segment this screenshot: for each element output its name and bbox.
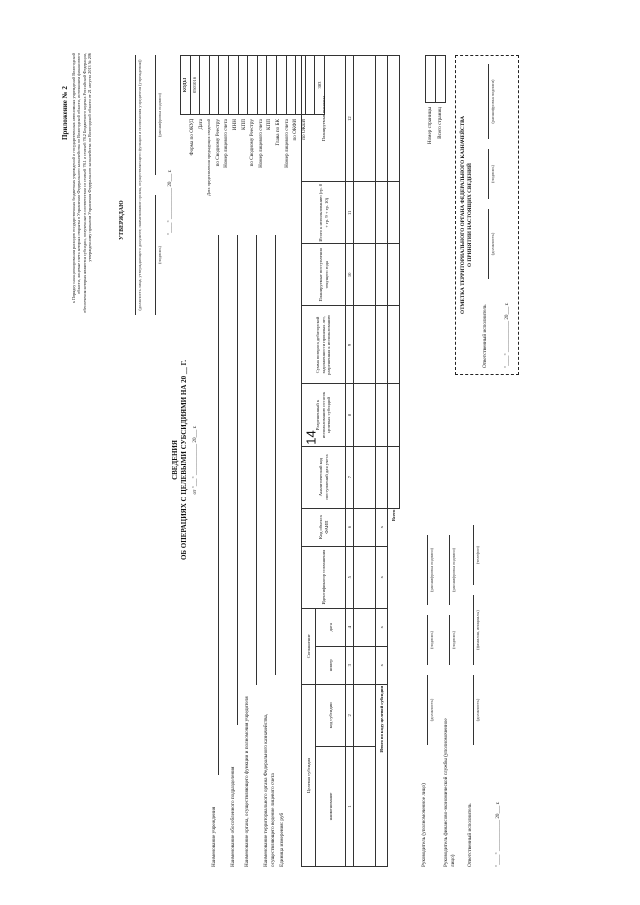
col-num: 4 bbox=[346, 608, 354, 646]
sig-line bbox=[473, 595, 474, 665]
col-num: 3 bbox=[346, 646, 354, 684]
sig-line bbox=[449, 615, 450, 665]
hdr-planned-pay: Планируемые выплаты bbox=[302, 56, 346, 182]
col-num: 6 bbox=[346, 508, 354, 546]
grand-total-row bbox=[388, 56, 400, 867]
x-mark: x bbox=[376, 546, 388, 608]
approve-date: "____" ____________ 20___ г. bbox=[167, 169, 173, 235]
sig-head-role: Руководитель (уполномоченное лицо) bbox=[421, 783, 427, 867]
label-date: Дата bbox=[197, 119, 204, 130]
field-institution: Наименование учреждения bbox=[211, 806, 217, 867]
main-table bbox=[301, 55, 400, 867]
label-account-2: Номер лицевого счета bbox=[257, 119, 264, 168]
sig-line bbox=[427, 535, 428, 605]
doc-title-2: ОБ ОПЕРАЦИЯХ С ЦЕЛЕВЫМИ СУБСИДИЯМИ НА 20 __ Г. bbox=[180, 359, 188, 561]
field-founder: Наименование органа, осуществляющего функции и полномочия учредителя bbox=[244, 696, 250, 867]
code-okei: 383 bbox=[315, 56, 325, 115]
treasury-caption: (расшифровка подписи) bbox=[490, 79, 495, 124]
col-num: 12 bbox=[346, 56, 354, 182]
x-mark: x bbox=[376, 608, 388, 646]
code-okud: 0501016 bbox=[190, 56, 200, 115]
field-branch: Наименование обособленного подразделения bbox=[230, 766, 236, 867]
sig-caption: (фамилия, инициалы) bbox=[475, 610, 480, 650]
col-numbers-row bbox=[346, 56, 354, 867]
hdr-date: дата bbox=[316, 608, 346, 646]
appendix-title: Приложение № 2 bbox=[61, 86, 69, 140]
hdr-total-use: Итого к использованию (гр. 8 + гр. 9 + гр. 10) bbox=[302, 182, 346, 244]
label-kpp-2: КПП bbox=[266, 119, 273, 130]
treasury-line bbox=[488, 209, 489, 279]
table-row bbox=[354, 56, 376, 867]
label-reestr-2: по Сводному Реестру bbox=[249, 119, 256, 167]
sig-caption: (подпись) bbox=[451, 631, 456, 649]
sig-caption: (расшифровка подписи) bbox=[451, 548, 456, 592]
approve-position-caption: (должность лица, утверждающего документ; наименование органа, осуществляющего функции и полномочия учредителя (учреждения)) bbox=[137, 59, 142, 311]
col-num: 11 bbox=[346, 182, 354, 244]
treasury-title-1: ОТМЕТКА ТЕРРИТОРИАЛЬНОГО ОРГАНА ФЕДЕРАЛЬНОГО КАЗНАЧЕЙСТВА bbox=[460, 116, 466, 314]
x-mark: x bbox=[376, 508, 388, 546]
sig-caption: (расшифровка подписи) bbox=[429, 548, 434, 592]
label-glava: Глава по БК bbox=[274, 119, 281, 146]
sig-date: "____" ____________ 20___ г. bbox=[495, 801, 501, 867]
treasury-caption: (должность) bbox=[490, 232, 495, 256]
col-num: 10 bbox=[346, 244, 354, 306]
sig-line bbox=[427, 675, 428, 745]
sig-caption: (должность) bbox=[475, 698, 480, 722]
grand-total-label: Всего bbox=[390, 509, 396, 522]
field-founder-line bbox=[256, 235, 257, 685]
label-account-3: Номер лицевого счета bbox=[283, 119, 290, 168]
field-unit: Единица измерения: руб bbox=[279, 812, 285, 867]
treasury-executor: Ответственный исполнитель bbox=[482, 304, 488, 368]
hdr-planned-income: Планируемые поступления текущего года bbox=[302, 244, 346, 306]
sig-caption: (подпись) bbox=[429, 631, 434, 649]
label-prev-date: Дата представления предыдущих сведений bbox=[206, 119, 212, 196]
sig-line bbox=[473, 675, 474, 745]
hdr-group-agreement: Соглашение bbox=[302, 608, 316, 684]
approve-name-line bbox=[155, 55, 156, 175]
pages-total-label: Всего страниц bbox=[437, 107, 443, 139]
codes-header: КОДЫ bbox=[181, 56, 191, 115]
doc-title-1: СВЕДЕНИЯ bbox=[171, 440, 179, 480]
hdr-faip: Код объекта ФАИП bbox=[302, 508, 346, 546]
subsidy-total-row bbox=[376, 56, 388, 867]
hdr-group-subsidy: Целевая субсидия bbox=[302, 684, 316, 866]
page-box bbox=[425, 55, 446, 103]
appendix-text: к Порядку санкционирования расходов государственных бюджетных учреждений и государственных автономных учреждений Вологодской области, лицевые счета которых открыты в Управлении Федерального казначейства по Вологодской области, источником финансового обеспечения которых являются субсидии, полученные в соответствии со статьей 78.1 и статьей 78.2 Бюджетного кодекса Российской Федерации, утвержденному приказом Управления Федерального казначейства по Вологодской области от 21 августа 2013 № 206 bbox=[71, 53, 92, 313]
doc-date-line: от "___" ____________ 20___ г. bbox=[192, 425, 198, 495]
sig-finance-role: Руководитель финансово-экономической службы (уполномоченное лицо) bbox=[443, 718, 456, 867]
approve-title: УТВЕРЖДАЮ bbox=[119, 200, 125, 240]
treasury-mark-box bbox=[455, 55, 519, 375]
sig-line bbox=[473, 525, 474, 585]
label-reestr-1: по Сводному Реестру bbox=[214, 119, 221, 167]
col-num: 1 bbox=[346, 746, 354, 866]
label-inn: ИНН bbox=[231, 119, 238, 131]
hdr-name: наименование bbox=[316, 746, 346, 866]
label-okfi: по ОКФИ bbox=[292, 119, 299, 141]
sig-caption: (телефон) bbox=[475, 546, 480, 564]
sig-exec-role: Ответственный исполнитель bbox=[467, 803, 473, 867]
treasury-date: "____" ____________ 20___ г. bbox=[504, 302, 510, 368]
col-num: 2 bbox=[346, 684, 354, 746]
right-labels bbox=[189, 119, 309, 227]
field-institution-line bbox=[218, 235, 219, 775]
approve-signature-line bbox=[155, 195, 156, 315]
treasury-title-2: О ПРИНЯТИИ НАСТОЯЩИХ СВЕДЕНИЙ bbox=[467, 163, 473, 267]
page-no-label: Номер страницы bbox=[427, 107, 433, 145]
field-treasury: Наименование территориального органа Федерального казначейства, осуществляющего ведение лицевого счета bbox=[263, 713, 276, 867]
hdr-return: Сумма возврата дебиторской задолженности прошлых лет, разрешенная к использованию bbox=[302, 306, 346, 384]
treasury-caption: (подпись) bbox=[490, 165, 495, 183]
label-okei: по ОКЕИ bbox=[300, 119, 307, 140]
page-number: 14 bbox=[303, 430, 319, 445]
label-okud: Форма по ОКУД bbox=[189, 119, 195, 156]
hdr-agreement-id: Идентификатор соглашения bbox=[302, 546, 346, 608]
label-kpp-1: КПП bbox=[240, 119, 247, 130]
col-num: 5 bbox=[346, 546, 354, 608]
subsidy-total-label: Итого по коду целевой субсидии bbox=[376, 684, 388, 866]
field-branch-line bbox=[237, 235, 238, 725]
label-account-1: Номер лицевого счета bbox=[223, 119, 230, 168]
hdr-rest: Разрешенный к использованию остаток целевых субсидий bbox=[302, 384, 346, 446]
field-treasury-line bbox=[275, 235, 276, 675]
col-num: 9 bbox=[346, 306, 354, 384]
sig-line bbox=[449, 535, 450, 605]
col-num: 8 bbox=[346, 384, 354, 446]
hdr-code: код субсидии bbox=[316, 684, 346, 746]
approve-position-line bbox=[135, 55, 136, 315]
approve-name-caption: (расшифровка подписи) bbox=[157, 93, 162, 137]
treasury-line bbox=[488, 64, 489, 139]
rotated-form-sheet bbox=[55, 45, 525, 875]
hdr-analytic: Аналитический код поступлений для учета bbox=[302, 446, 346, 508]
treasury-line bbox=[488, 149, 489, 199]
x-mark: x bbox=[376, 646, 388, 684]
sig-caption: (должность) bbox=[429, 698, 434, 722]
approve-signature-caption: (подпись) bbox=[157, 246, 162, 264]
col-num: 7 bbox=[346, 446, 354, 508]
hdr-number: номер bbox=[316, 646, 346, 684]
sig-line bbox=[427, 615, 428, 665]
